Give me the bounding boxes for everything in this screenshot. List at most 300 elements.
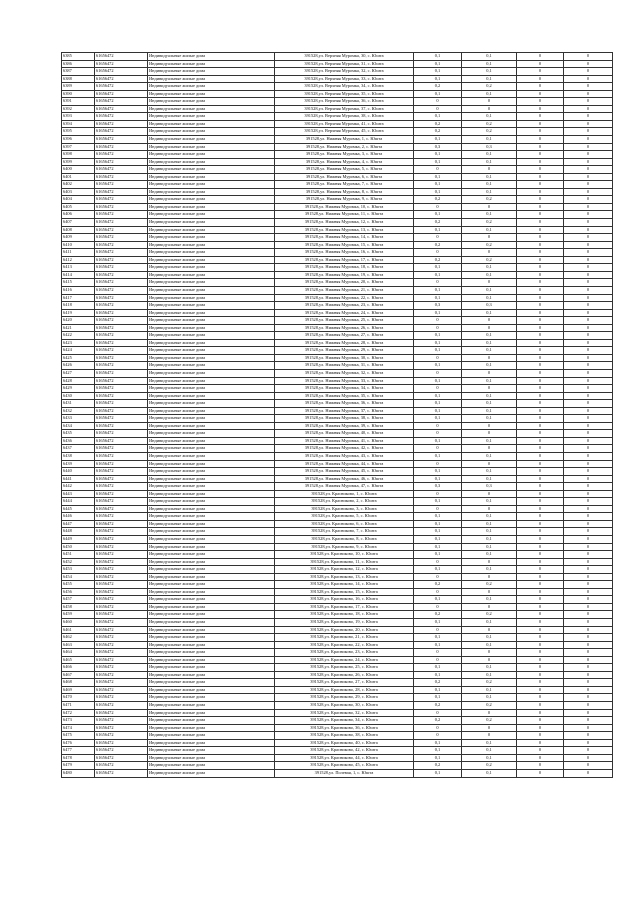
row-number-cell: 6435 <box>62 430 95 438</box>
address-cell: 391528,ул. Верхняя Муромка, 32, с. Юшта <box>275 68 414 76</box>
value-3-cell: 0 <box>517 400 564 408</box>
code-cell: 61656472 <box>95 203 148 211</box>
value-2-cell: 0,2 <box>462 679 517 687</box>
value-4-cell: 0 <box>564 437 613 445</box>
table-row <box>62 128 613 136</box>
value-3-cell: 0 <box>517 739 564 747</box>
value-4-cell: 0 <box>564 694 613 702</box>
object-type-cell: Индивидуальные жилые дома <box>148 385 275 393</box>
table-row <box>62 166 613 174</box>
value-2-cell: 0,1 <box>462 264 517 272</box>
object-type-cell: Индивидуальные жилые дома <box>148 671 275 679</box>
value-1-cell: 0,2 <box>414 219 462 227</box>
table-row <box>62 226 613 234</box>
value-3-cell: 0 <box>517 626 564 634</box>
row-number-cell: 6437 <box>62 445 95 453</box>
table-row <box>62 203 613 211</box>
value-1-cell: 0,1 <box>414 181 462 189</box>
value-3-cell: 0 <box>517 717 564 725</box>
value-3-cell: 0 <box>517 385 564 393</box>
value-1-cell: 0,3 <box>414 302 462 310</box>
value-3-cell: 0 <box>517 588 564 596</box>
value-4-cell: 0 <box>564 679 613 687</box>
value-2-cell: 0,1 <box>462 400 517 408</box>
value-1-cell: 0 <box>414 588 462 596</box>
address-cell: 391528,ул. Нижняя Муромка, 2, с. Юшта <box>275 143 414 151</box>
table-row <box>62 317 613 325</box>
row-number-cell: 6453 <box>62 566 95 574</box>
value-4-cell: 0 <box>564 369 613 377</box>
value-4-cell: 0 <box>564 60 613 68</box>
address-cell: 391528,ул. Нижняя Муромка, 46, с. Юшта <box>275 475 414 483</box>
address-cell: 391528,ул. Верхняя Муромка, 37, с. Юшта <box>275 105 414 113</box>
table-row <box>62 671 613 679</box>
object-type-cell: Индивидуальные жилые дома <box>148 739 275 747</box>
value-2-cell: 0,2 <box>462 196 517 204</box>
object-type-cell: Индивидуальные жилые дома <box>148 196 275 204</box>
value-3-cell: 0 <box>517 747 564 755</box>
value-1-cell: 0,2 <box>414 241 462 249</box>
row-number-cell: 6441 <box>62 475 95 483</box>
code-cell: 61656472 <box>95 754 148 762</box>
code-cell: 61656472 <box>95 53 148 61</box>
row-number-cell: 6391 <box>62 98 95 106</box>
value-3-cell: 0 <box>517 392 564 400</box>
row-number-cell: 6439 <box>62 460 95 468</box>
table-row <box>62 196 613 204</box>
address-cell: 391528,ул. Нижняя Муромка, 17, с. Юшта <box>275 256 414 264</box>
table-row <box>62 694 613 702</box>
address-cell: 391528,ул. Нижняя Муромка, 27, с. Юшта <box>275 332 414 340</box>
code-cell: 61656472 <box>95 362 148 370</box>
table-row <box>62 445 613 453</box>
value-1-cell: 0,1 <box>414 664 462 672</box>
value-3-cell: 0 <box>517 468 564 476</box>
table-row <box>62 581 613 589</box>
value-3-cell: 0 <box>517 249 564 257</box>
value-2-cell: 0,1 <box>462 392 517 400</box>
address-cell: 391528,ул. Нижняя Муромка, 39, с. Юшта <box>275 422 414 430</box>
value-1-cell: 0,1 <box>414 151 462 159</box>
object-type-cell: Индивидуальные жилые дома <box>148 317 275 325</box>
value-3-cell: 0 <box>517 762 564 770</box>
code-cell: 61656472 <box>95 558 148 566</box>
address-cell: 391528,ул. Нижняя Муромка, 23, с. Юшта <box>275 302 414 310</box>
value-3-cell: 0 <box>517 664 564 672</box>
value-1-cell: 0,1 <box>414 641 462 649</box>
address-cell: 391528,ул. Красниково, 8, с. Юшта <box>275 536 414 544</box>
row-number-cell: 6425 <box>62 354 95 362</box>
value-4-cell: 0 <box>564 558 613 566</box>
value-2-cell: 0,1 <box>462 769 517 777</box>
value-2-cell: 0,1 <box>462 528 517 536</box>
value-1-cell: 0,1 <box>414 286 462 294</box>
address-cell: 391528,ул. Красниково, 32, с. Юшта <box>275 709 414 717</box>
value-2-cell: 0,2 <box>462 219 517 227</box>
code-cell: 61656472 <box>95 83 148 91</box>
table-row <box>62 686 613 694</box>
value-2-cell: 0,1 <box>462 686 517 694</box>
object-type-cell: Индивидуальные жилые дома <box>148 219 275 227</box>
object-type-cell: Индивидуальные жилые дома <box>148 566 275 574</box>
object-type-cell: Индивидуальные жилые дома <box>148 536 275 544</box>
row-number-cell: 6393 <box>62 113 95 121</box>
value-2-cell: 0,1 <box>462 113 517 121</box>
object-type-cell: Индивидуальные жилые дома <box>148 430 275 438</box>
code-cell: 61656472 <box>95 113 148 121</box>
code-cell: 61656472 <box>95 694 148 702</box>
value-3-cell: 0 <box>517 143 564 151</box>
code-cell: 61656472 <box>95 732 148 740</box>
value-1-cell: 0,1 <box>414 520 462 528</box>
value-2-cell: 0,1 <box>462 641 517 649</box>
value-3-cell: 0 <box>517 68 564 76</box>
row-number-cell: 6428 <box>62 377 95 385</box>
address-cell: 391528,ул. Красниково, 34, с. Юшта <box>275 717 414 725</box>
value-2-cell: 0,1 <box>462 211 517 219</box>
value-4-cell: 0 <box>564 422 613 430</box>
row-number-cell: 6436 <box>62 437 95 445</box>
row-number-cell: 6424 <box>62 347 95 355</box>
code-cell: 61656472 <box>95 430 148 438</box>
row-number-cell: 6401 <box>62 173 95 181</box>
value-3-cell: 0 <box>517 302 564 310</box>
value-4-cell: 0 <box>564 90 613 98</box>
code-cell: 61656472 <box>95 588 148 596</box>
row-number-cell: 6471 <box>62 702 95 710</box>
value-2-cell: 0 <box>462 98 517 106</box>
value-4-cell: 0 <box>564 724 613 732</box>
value-4-cell: 0 <box>564 709 613 717</box>
value-3-cell: 0 <box>517 460 564 468</box>
value-2-cell: 0,1 <box>462 158 517 166</box>
table-row <box>62 656 613 664</box>
object-type-cell: Индивидуальные жилые дома <box>148 558 275 566</box>
value-2-cell: 0,1 <box>462 754 517 762</box>
value-3-cell: 0 <box>517 226 564 234</box>
address-cell: 391528,ул. Верхняя Муромка, 31, с. Юшта <box>275 60 414 68</box>
table-row <box>62 415 613 423</box>
value-3-cell: 0 <box>517 407 564 415</box>
value-1-cell: 0 <box>414 460 462 468</box>
value-2-cell: 0,1 <box>462 520 517 528</box>
value-1-cell: 0 <box>414 249 462 257</box>
row-number-cell: 6390 <box>62 90 95 98</box>
value-3-cell: 0 <box>517 75 564 83</box>
object-type-cell: Индивидуальные жилые дома <box>148 686 275 694</box>
value-1-cell: 0,1 <box>414 634 462 642</box>
code-cell: 61656472 <box>95 400 148 408</box>
value-3-cell: 0 <box>517 581 564 589</box>
address-cell: 391528,ул. Красниково, 12, с. Юшта <box>275 566 414 574</box>
value-3-cell: 0 <box>517 294 564 302</box>
object-type-cell: Индивидуальные жилые дома <box>148 75 275 83</box>
table-row <box>62 241 613 249</box>
code-cell: 61656472 <box>95 475 148 483</box>
row-number-cell: 6438 <box>62 452 95 460</box>
row-number-cell: 6468 <box>62 679 95 687</box>
table-row <box>62 483 613 491</box>
value-4-cell: 0 <box>564 769 613 777</box>
object-type-cell: Индивидуальные жилые дома <box>148 241 275 249</box>
object-type-cell: Индивидуальные жилые дома <box>148 286 275 294</box>
value-3-cell: 0 <box>517 505 564 513</box>
value-1-cell: 0,1 <box>414 596 462 604</box>
value-1-cell: 0,1 <box>414 739 462 747</box>
value-3-cell: 0 <box>517 271 564 279</box>
table-row <box>62 754 613 762</box>
object-type-cell: Индивидуальные жилые дома <box>148 392 275 400</box>
row-number-cell: 6403 <box>62 188 95 196</box>
value-4-cell: 0 <box>564 324 613 332</box>
code-cell: 61656472 <box>95 762 148 770</box>
value-2-cell: 0,1 <box>462 136 517 144</box>
table-row <box>62 505 613 513</box>
code-cell: 61656472 <box>95 452 148 460</box>
value-3-cell: 0 <box>517 309 564 317</box>
code-cell: 61656472 <box>95 671 148 679</box>
code-cell: 61656472 <box>95 339 148 347</box>
value-1-cell: 0,1 <box>414 452 462 460</box>
table-row <box>62 188 613 196</box>
value-1-cell: 0,3 <box>414 143 462 151</box>
object-type-cell: Индивидуальные жилые дома <box>148 528 275 536</box>
address-cell: 391528,ул. Нижняя Муромка, 43, с. Юшта <box>275 452 414 460</box>
value-2-cell: 0,1 <box>462 634 517 642</box>
value-1-cell: 0 <box>414 105 462 113</box>
value-2-cell: 0 <box>462 234 517 242</box>
code-cell: 61656472 <box>95 641 148 649</box>
code-cell: 61656472 <box>95 603 148 611</box>
code-cell: 61656472 <box>95 747 148 755</box>
code-cell: 61656472 <box>95 520 148 528</box>
value-4-cell: 0 <box>564 332 613 340</box>
object-type-cell: Индивидуальные жилые дома <box>148 445 275 453</box>
code-cell: 61656472 <box>95 226 148 234</box>
object-type-cell: Индивидуальные жилые дома <box>148 377 275 385</box>
address-cell: 391528,ул. Красниково, 44, с. Юшта <box>275 754 414 762</box>
code-cell: 61656472 <box>95 649 148 657</box>
value-2-cell: 0,1 <box>462 694 517 702</box>
object-type-cell: Индивидуальные жилые дома <box>148 468 275 476</box>
object-type-cell: Индивидуальные жилые дома <box>148 271 275 279</box>
value-2-cell: 0,2 <box>462 611 517 619</box>
value-3-cell: 0 <box>517 671 564 679</box>
code-cell: 61656472 <box>95 332 148 340</box>
value-1-cell: 0 <box>414 626 462 634</box>
table-row <box>62 543 613 551</box>
value-1-cell: 0,1 <box>414 68 462 76</box>
code-cell: 61656472 <box>95 460 148 468</box>
value-2-cell: 0,1 <box>462 75 517 83</box>
code-cell: 61656472 <box>95 385 148 393</box>
object-type-cell: Индивидуальные жилые дома <box>148 513 275 521</box>
address-cell: 391528,ул. Нижняя Муромка, 35, с. Юшта <box>275 392 414 400</box>
value-4-cell: 0 <box>564 113 613 121</box>
object-type-cell: Индивидуальные жилые дома <box>148 279 275 287</box>
table-row <box>62 211 613 219</box>
value-1-cell: 0 <box>414 354 462 362</box>
value-1-cell: 0 <box>414 324 462 332</box>
value-4-cell: 0 <box>564 445 613 453</box>
row-number-cell: 6389 <box>62 83 95 91</box>
table-row <box>62 219 613 227</box>
object-type-cell: Индивидуальные жилые дома <box>148 136 275 144</box>
table-row <box>62 256 613 264</box>
row-number-cell: 6455 <box>62 581 95 589</box>
object-type-cell: Индивидуальные жилые дома <box>148 354 275 362</box>
table-row <box>62 724 613 732</box>
row-number-cell: 6449 <box>62 536 95 544</box>
address-cell: 391528,ул. Нижняя Муромка, 30, с. Юшта <box>275 354 414 362</box>
row-number-cell: 6448 <box>62 528 95 536</box>
table-row <box>62 475 613 483</box>
object-type-cell: Индивидуальные жилые дома <box>148 173 275 181</box>
object-type-cell: Индивидуальные жилые дома <box>148 634 275 642</box>
value-2-cell: 0 <box>462 573 517 581</box>
table-row <box>62 249 613 257</box>
table-row <box>62 347 613 355</box>
table-row <box>62 709 613 717</box>
row-number-cell: 6405 <box>62 203 95 211</box>
value-2-cell: 0,1 <box>462 739 517 747</box>
address-cell: 391528,ул. Верхняя Муромка, 41, с. Юшта <box>275 120 414 128</box>
object-type-cell: Индивидуальные жилые дома <box>148 203 275 211</box>
value-2-cell: 0 <box>462 430 517 438</box>
code-cell: 61656472 <box>95 724 148 732</box>
row-number-cell: 6412 <box>62 256 95 264</box>
value-3-cell: 0 <box>517 211 564 219</box>
code-cell: 61656472 <box>95 166 148 174</box>
value-1-cell: 0 <box>414 203 462 211</box>
address-cell: 391528,ул. Красниково, 2, с. Юшта <box>275 498 414 506</box>
code-cell: 61656472 <box>95 234 148 242</box>
object-type-cell: Индивидуальные жилые дома <box>148 166 275 174</box>
row-number-cell: 6443 <box>62 490 95 498</box>
object-type-cell: Индивидуальные жилые дома <box>148 762 275 770</box>
value-4-cell: 0 <box>564 430 613 438</box>
value-4-cell: 0 <box>564 68 613 76</box>
table-row <box>62 468 613 476</box>
object-type-cell: Индивидуальные жилые дома <box>148 211 275 219</box>
address-cell: 391528,ул. Нижняя Муромка, 5, с. Юшта <box>275 166 414 174</box>
object-type-cell: Индивидуальные жилые дома <box>148 264 275 272</box>
code-cell: 61656472 <box>95 158 148 166</box>
value-4-cell: 0 <box>564 490 613 498</box>
value-2-cell: 0,1 <box>462 475 517 483</box>
value-3-cell: 0 <box>517 566 564 574</box>
value-2-cell: 0,1 <box>462 347 517 355</box>
value-4-cell: 0 <box>564 762 613 770</box>
value-4-cell: 0 <box>564 136 613 144</box>
code-cell: 61656472 <box>95 219 148 227</box>
object-type-cell: Индивидуальные жилые дома <box>148 339 275 347</box>
value-4-cell: 0 <box>564 581 613 589</box>
code-cell: 61656472 <box>95 271 148 279</box>
value-3-cell: 0 <box>517 551 564 559</box>
code-cell: 61656472 <box>95 279 148 287</box>
table-row <box>62 362 613 370</box>
value-1-cell: 0,2 <box>414 611 462 619</box>
value-1-cell: 0 <box>414 422 462 430</box>
value-2-cell: 0 <box>462 324 517 332</box>
code-cell: 61656472 <box>95 354 148 362</box>
code-cell: 61656472 <box>95 445 148 453</box>
row-number-cell: 6399 <box>62 158 95 166</box>
address-cell: 391528,ул. Верхняя Муромка, 33, с. Юшта <box>275 75 414 83</box>
value-3-cell: 0 <box>517 732 564 740</box>
address-cell: 391528,ул. Нижняя Муромка, 40, с. Юшта <box>275 430 414 438</box>
value-1-cell: 0,2 <box>414 120 462 128</box>
value-2-cell: 0,1 <box>462 60 517 68</box>
row-number-cell: 6394 <box>62 120 95 128</box>
table-row <box>62 302 613 310</box>
table-row <box>62 603 613 611</box>
address-cell: 391528,ул. Нижняя Муромка, 12, с. Юшта <box>275 219 414 227</box>
address-cell: 391528,ул. Нижняя Муромка, 45, с. Юшта <box>275 468 414 476</box>
table-row <box>62 324 613 332</box>
value-4-cell: 0 <box>564 309 613 317</box>
address-cell: 391528,ул. Верхняя Муромка, 38, с. Юшта <box>275 113 414 121</box>
value-1-cell: 0,2 <box>414 717 462 725</box>
value-3-cell: 0 <box>517 347 564 355</box>
row-number-cell: 6416 <box>62 286 95 294</box>
code-cell: 61656472 <box>95 347 148 355</box>
table-row <box>62 407 613 415</box>
value-2-cell: 0,1 <box>462 566 517 574</box>
value-3-cell: 0 <box>517 264 564 272</box>
row-number-cell: 6402 <box>62 181 95 189</box>
table-row <box>62 143 613 151</box>
value-1-cell: 0 <box>414 709 462 717</box>
row-number-cell: 6421 <box>62 324 95 332</box>
value-4-cell: 0 <box>564 415 613 423</box>
table-row <box>62 181 613 189</box>
table-row <box>62 332 613 340</box>
table-row <box>62 98 613 106</box>
value-4-cell: 0 <box>564 754 613 762</box>
object-type-cell: Индивидуальные жилые дома <box>148 551 275 559</box>
code-cell: 61656472 <box>95 128 148 136</box>
value-4-cell: 0 <box>564 686 613 694</box>
object-type-cell: Индивидуальные жилые дома <box>148 143 275 151</box>
table-row <box>62 68 613 76</box>
row-number-cell: 6418 <box>62 302 95 310</box>
object-type-cell: Индивидуальные жилые дома <box>148 769 275 777</box>
table-row <box>62 460 613 468</box>
value-2-cell: 0 <box>462 724 517 732</box>
value-3-cell: 0 <box>517 120 564 128</box>
row-number-cell: 6442 <box>62 483 95 491</box>
code-cell: 61656472 <box>95 769 148 777</box>
value-2-cell: 0,1 <box>462 551 517 559</box>
address-cell: 391528,ул. Полевая, 1, с. Юшта <box>275 769 414 777</box>
row-number-cell: 6447 <box>62 520 95 528</box>
value-3-cell: 0 <box>517 332 564 340</box>
value-4-cell: 0 <box>564 475 613 483</box>
value-2-cell: 0,2 <box>462 702 517 710</box>
value-3-cell: 0 <box>517 520 564 528</box>
row-number-cell: 6451 <box>62 551 95 559</box>
code-cell: 61656472 <box>95 573 148 581</box>
value-4-cell: 0 <box>564 483 613 491</box>
value-2-cell: 0 <box>462 317 517 325</box>
row-number-cell: 6426 <box>62 362 95 370</box>
value-4-cell: 0 <box>564 166 613 174</box>
object-type-cell: Индивидуальные жилые дома <box>148 596 275 604</box>
value-1-cell: 0,2 <box>414 83 462 91</box>
code-cell: 61656472 <box>95 581 148 589</box>
